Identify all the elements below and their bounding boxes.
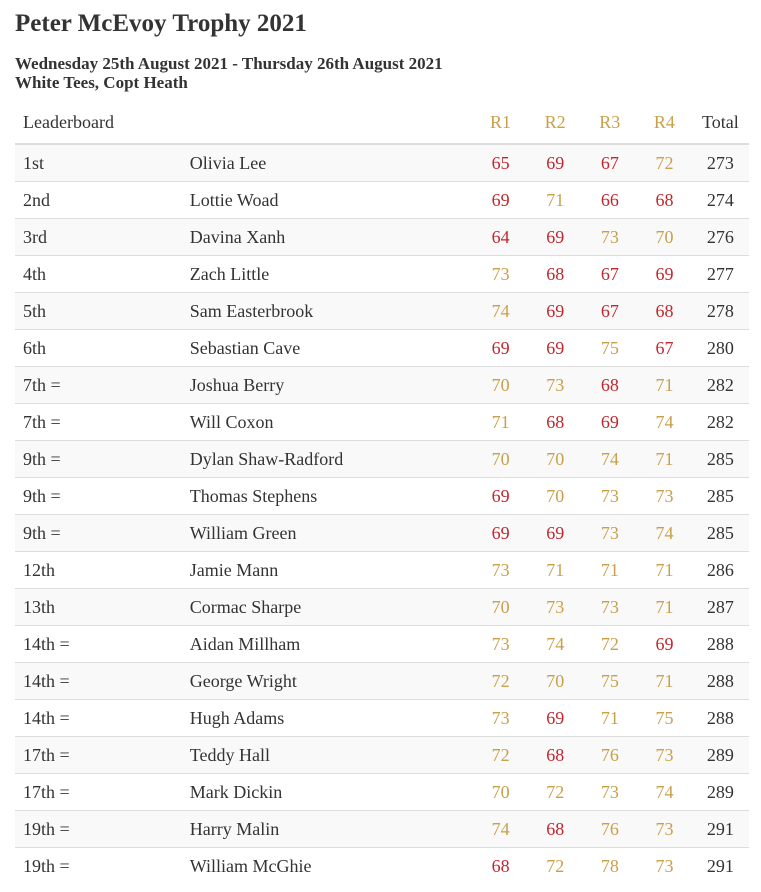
event-dates: Wednesday 25th August 2021 - Thursday 26th August 2021 (15, 54, 443, 73)
player-name-cell: Sebastian Cave (190, 330, 474, 367)
round-4-score-cell: 69 (637, 256, 692, 293)
round-1-score-cell: 73 (473, 256, 528, 293)
round-2-score-cell: 70 (528, 663, 583, 700)
round-4-score-cell: 74 (637, 774, 692, 811)
total-cell: 277 (692, 256, 749, 293)
round-3-score-cell: 69 (583, 404, 638, 441)
round-3-score-cell: 66 (583, 182, 638, 219)
header-leaderboard: Leaderboard (15, 102, 190, 144)
table-row (15, 330, 749, 367)
round-4-score-cell: 71 (637, 441, 692, 478)
round-2-score-cell: 69 (528, 515, 583, 552)
round-4-score-cell: 68 (637, 293, 692, 330)
round-1-score-cell: 69 (473, 330, 528, 367)
round-4-score-cell: 75 (637, 700, 692, 737)
round-1-score-cell: 70 (473, 367, 528, 404)
round-1-score-cell: 73 (473, 700, 528, 737)
position-cell: 17th = (15, 737, 190, 774)
position-cell: 13th (15, 589, 190, 626)
round-3-score-cell: 76 (583, 737, 638, 774)
position-cell: 19th = (15, 811, 190, 848)
player-name-cell: William McGhie (190, 848, 474, 885)
player-name-cell: Lottie Woad (190, 182, 474, 219)
round-1-score-cell: 72 (473, 663, 528, 700)
player-name-cell: Jamie Mann (190, 552, 474, 589)
round-3-score-cell: 68 (583, 367, 638, 404)
table-row (15, 700, 749, 737)
total-cell: 291 (692, 848, 749, 885)
total-cell: 286 (692, 552, 749, 589)
header-r2: R2 (528, 102, 583, 144)
round-3-score-cell: 71 (583, 700, 638, 737)
round-2-score-cell: 70 (528, 441, 583, 478)
total-cell: 289 (692, 737, 749, 774)
round-2-score-cell: 69 (528, 293, 583, 330)
position-cell: 7th = (15, 367, 190, 404)
table-row (15, 737, 749, 774)
round-1-score-cell: 69 (473, 182, 528, 219)
table-row (15, 478, 749, 515)
round-4-score-cell: 71 (637, 367, 692, 404)
round-2-score-cell: 72 (528, 848, 583, 885)
position-cell: 17th = (15, 774, 190, 811)
round-1-score-cell: 73 (473, 626, 528, 663)
table-row (15, 441, 749, 478)
round-2-score-cell: 73 (528, 367, 583, 404)
table-row (15, 515, 749, 552)
round-2-score-cell: 69 (528, 219, 583, 256)
total-cell: 285 (692, 515, 749, 552)
total-cell: 282 (692, 367, 749, 404)
round-2-score-cell: 70 (528, 478, 583, 515)
table-row (15, 256, 749, 293)
header-total: Total (692, 102, 749, 144)
player-name-cell: Olivia Lee (190, 144, 474, 182)
player-name-cell: Joshua Berry (190, 367, 474, 404)
round-3-score-cell: 67 (583, 144, 638, 182)
total-cell: 285 (692, 441, 749, 478)
leaderboard-table (15, 102, 749, 884)
table-row (15, 663, 749, 700)
header-r4: R4 (637, 102, 692, 144)
round-3-score-cell: 73 (583, 589, 638, 626)
round-3-score-cell: 73 (583, 219, 638, 256)
round-1-score-cell: 70 (473, 441, 528, 478)
round-2-score-cell: 69 (528, 144, 583, 182)
position-cell: 19th = (15, 848, 190, 885)
round-4-score-cell: 74 (637, 515, 692, 552)
event-info (15, 54, 746, 92)
round-3-score-cell: 72 (583, 626, 638, 663)
position-cell: 14th = (15, 663, 190, 700)
round-3-score-cell: 76 (583, 811, 638, 848)
header-name (190, 102, 474, 144)
total-cell: 273 (692, 144, 749, 182)
round-1-score-cell: 69 (473, 478, 528, 515)
round-4-score-cell: 71 (637, 663, 692, 700)
table-header-row (15, 102, 749, 144)
player-name-cell: Will Coxon (190, 404, 474, 441)
round-2-score-cell: 69 (528, 330, 583, 367)
position-cell: 9th = (15, 441, 190, 478)
total-cell: 282 (692, 404, 749, 441)
round-1-score-cell: 64 (473, 219, 528, 256)
position-cell: 4th (15, 256, 190, 293)
table-row (15, 774, 749, 811)
round-4-score-cell: 73 (637, 848, 692, 885)
round-2-score-cell: 71 (528, 182, 583, 219)
table-row (15, 144, 749, 182)
round-1-score-cell: 74 (473, 811, 528, 848)
position-cell: 9th = (15, 515, 190, 552)
table-row (15, 626, 749, 663)
table-row (15, 848, 749, 885)
round-1-score-cell: 70 (473, 774, 528, 811)
position-cell: 14th = (15, 626, 190, 663)
table-row (15, 293, 749, 330)
table-row (15, 811, 749, 848)
round-2-score-cell: 72 (528, 774, 583, 811)
total-cell: 278 (692, 293, 749, 330)
total-cell: 291 (692, 811, 749, 848)
position-cell: 6th (15, 330, 190, 367)
round-2-score-cell: 71 (528, 552, 583, 589)
total-cell: 285 (692, 478, 749, 515)
round-4-score-cell: 68 (637, 182, 692, 219)
player-name-cell: Hugh Adams (190, 700, 474, 737)
header-r3: R3 (583, 102, 638, 144)
total-cell: 288 (692, 663, 749, 700)
table-row (15, 219, 749, 256)
round-3-score-cell: 73 (583, 774, 638, 811)
position-cell: 12th (15, 552, 190, 589)
table-row (15, 404, 749, 441)
round-1-score-cell: 65 (473, 144, 528, 182)
position-cell: 3rd (15, 219, 190, 256)
event-venue: White Tees, Copt Heath (15, 73, 188, 92)
total-cell: 288 (692, 700, 749, 737)
table-row (15, 589, 749, 626)
round-2-score-cell: 69 (528, 700, 583, 737)
position-cell: 14th = (15, 700, 190, 737)
table-row (15, 367, 749, 404)
player-name-cell: Mark Dickin (190, 774, 474, 811)
round-4-score-cell: 71 (637, 589, 692, 626)
round-4-score-cell: 72 (637, 144, 692, 182)
table-row (15, 182, 749, 219)
player-name-cell: William Green (190, 515, 474, 552)
total-cell: 274 (692, 182, 749, 219)
total-cell: 280 (692, 330, 749, 367)
player-name-cell: Cormac Sharpe (190, 589, 474, 626)
position-cell: 2nd (15, 182, 190, 219)
total-cell: 289 (692, 774, 749, 811)
player-name-cell: Dylan Shaw-Radford (190, 441, 474, 478)
round-3-score-cell: 71 (583, 552, 638, 589)
round-4-score-cell: 73 (637, 478, 692, 515)
round-4-score-cell: 71 (637, 552, 692, 589)
player-name-cell: Aidan Millham (190, 626, 474, 663)
round-2-score-cell: 68 (528, 404, 583, 441)
round-3-score-cell: 67 (583, 256, 638, 293)
round-1-score-cell: 73 (473, 552, 528, 589)
round-3-score-cell: 74 (583, 441, 638, 478)
round-1-score-cell: 74 (473, 293, 528, 330)
player-name-cell: Sam Easterbrook (190, 293, 474, 330)
round-4-score-cell: 69 (637, 626, 692, 663)
round-2-score-cell: 68 (528, 256, 583, 293)
round-3-score-cell: 73 (583, 478, 638, 515)
round-3-score-cell: 75 (583, 663, 638, 700)
round-2-score-cell: 68 (528, 811, 583, 848)
round-3-score-cell: 73 (583, 515, 638, 552)
round-4-score-cell: 67 (637, 330, 692, 367)
position-cell: 9th = (15, 478, 190, 515)
round-2-score-cell: 73 (528, 589, 583, 626)
round-4-score-cell: 73 (637, 811, 692, 848)
total-cell: 288 (692, 626, 749, 663)
total-cell: 287 (692, 589, 749, 626)
leaderboard-rows (15, 144, 749, 884)
player-name-cell: Zach Little (190, 256, 474, 293)
round-1-score-cell: 72 (473, 737, 528, 774)
position-cell: 5th (15, 293, 190, 330)
round-4-score-cell: 74 (637, 404, 692, 441)
round-1-score-cell: 71 (473, 404, 528, 441)
round-3-score-cell: 78 (583, 848, 638, 885)
round-1-score-cell: 70 (473, 589, 528, 626)
player-name-cell: George Wright (190, 663, 474, 700)
position-cell: 1st (15, 144, 190, 182)
round-1-score-cell: 69 (473, 515, 528, 552)
round-3-score-cell: 75 (583, 330, 638, 367)
round-1-score-cell: 68 (473, 848, 528, 885)
table-row (15, 552, 749, 589)
player-name-cell: Harry Malin (190, 811, 474, 848)
round-4-score-cell: 70 (637, 219, 692, 256)
position-cell: 7th = (15, 404, 190, 441)
header-r1: R1 (473, 102, 528, 144)
round-3-score-cell: 67 (583, 293, 638, 330)
total-cell: 276 (692, 219, 749, 256)
page-title: Peter McEvoy Trophy 2021 (15, 10, 307, 37)
round-2-score-cell: 68 (528, 737, 583, 774)
round-2-score-cell: 74 (528, 626, 583, 663)
player-name-cell: Davina Xanh (190, 219, 474, 256)
player-name-cell: Thomas Stephens (190, 478, 474, 515)
player-name-cell: Teddy Hall (190, 737, 474, 774)
round-4-score-cell: 73 (637, 737, 692, 774)
